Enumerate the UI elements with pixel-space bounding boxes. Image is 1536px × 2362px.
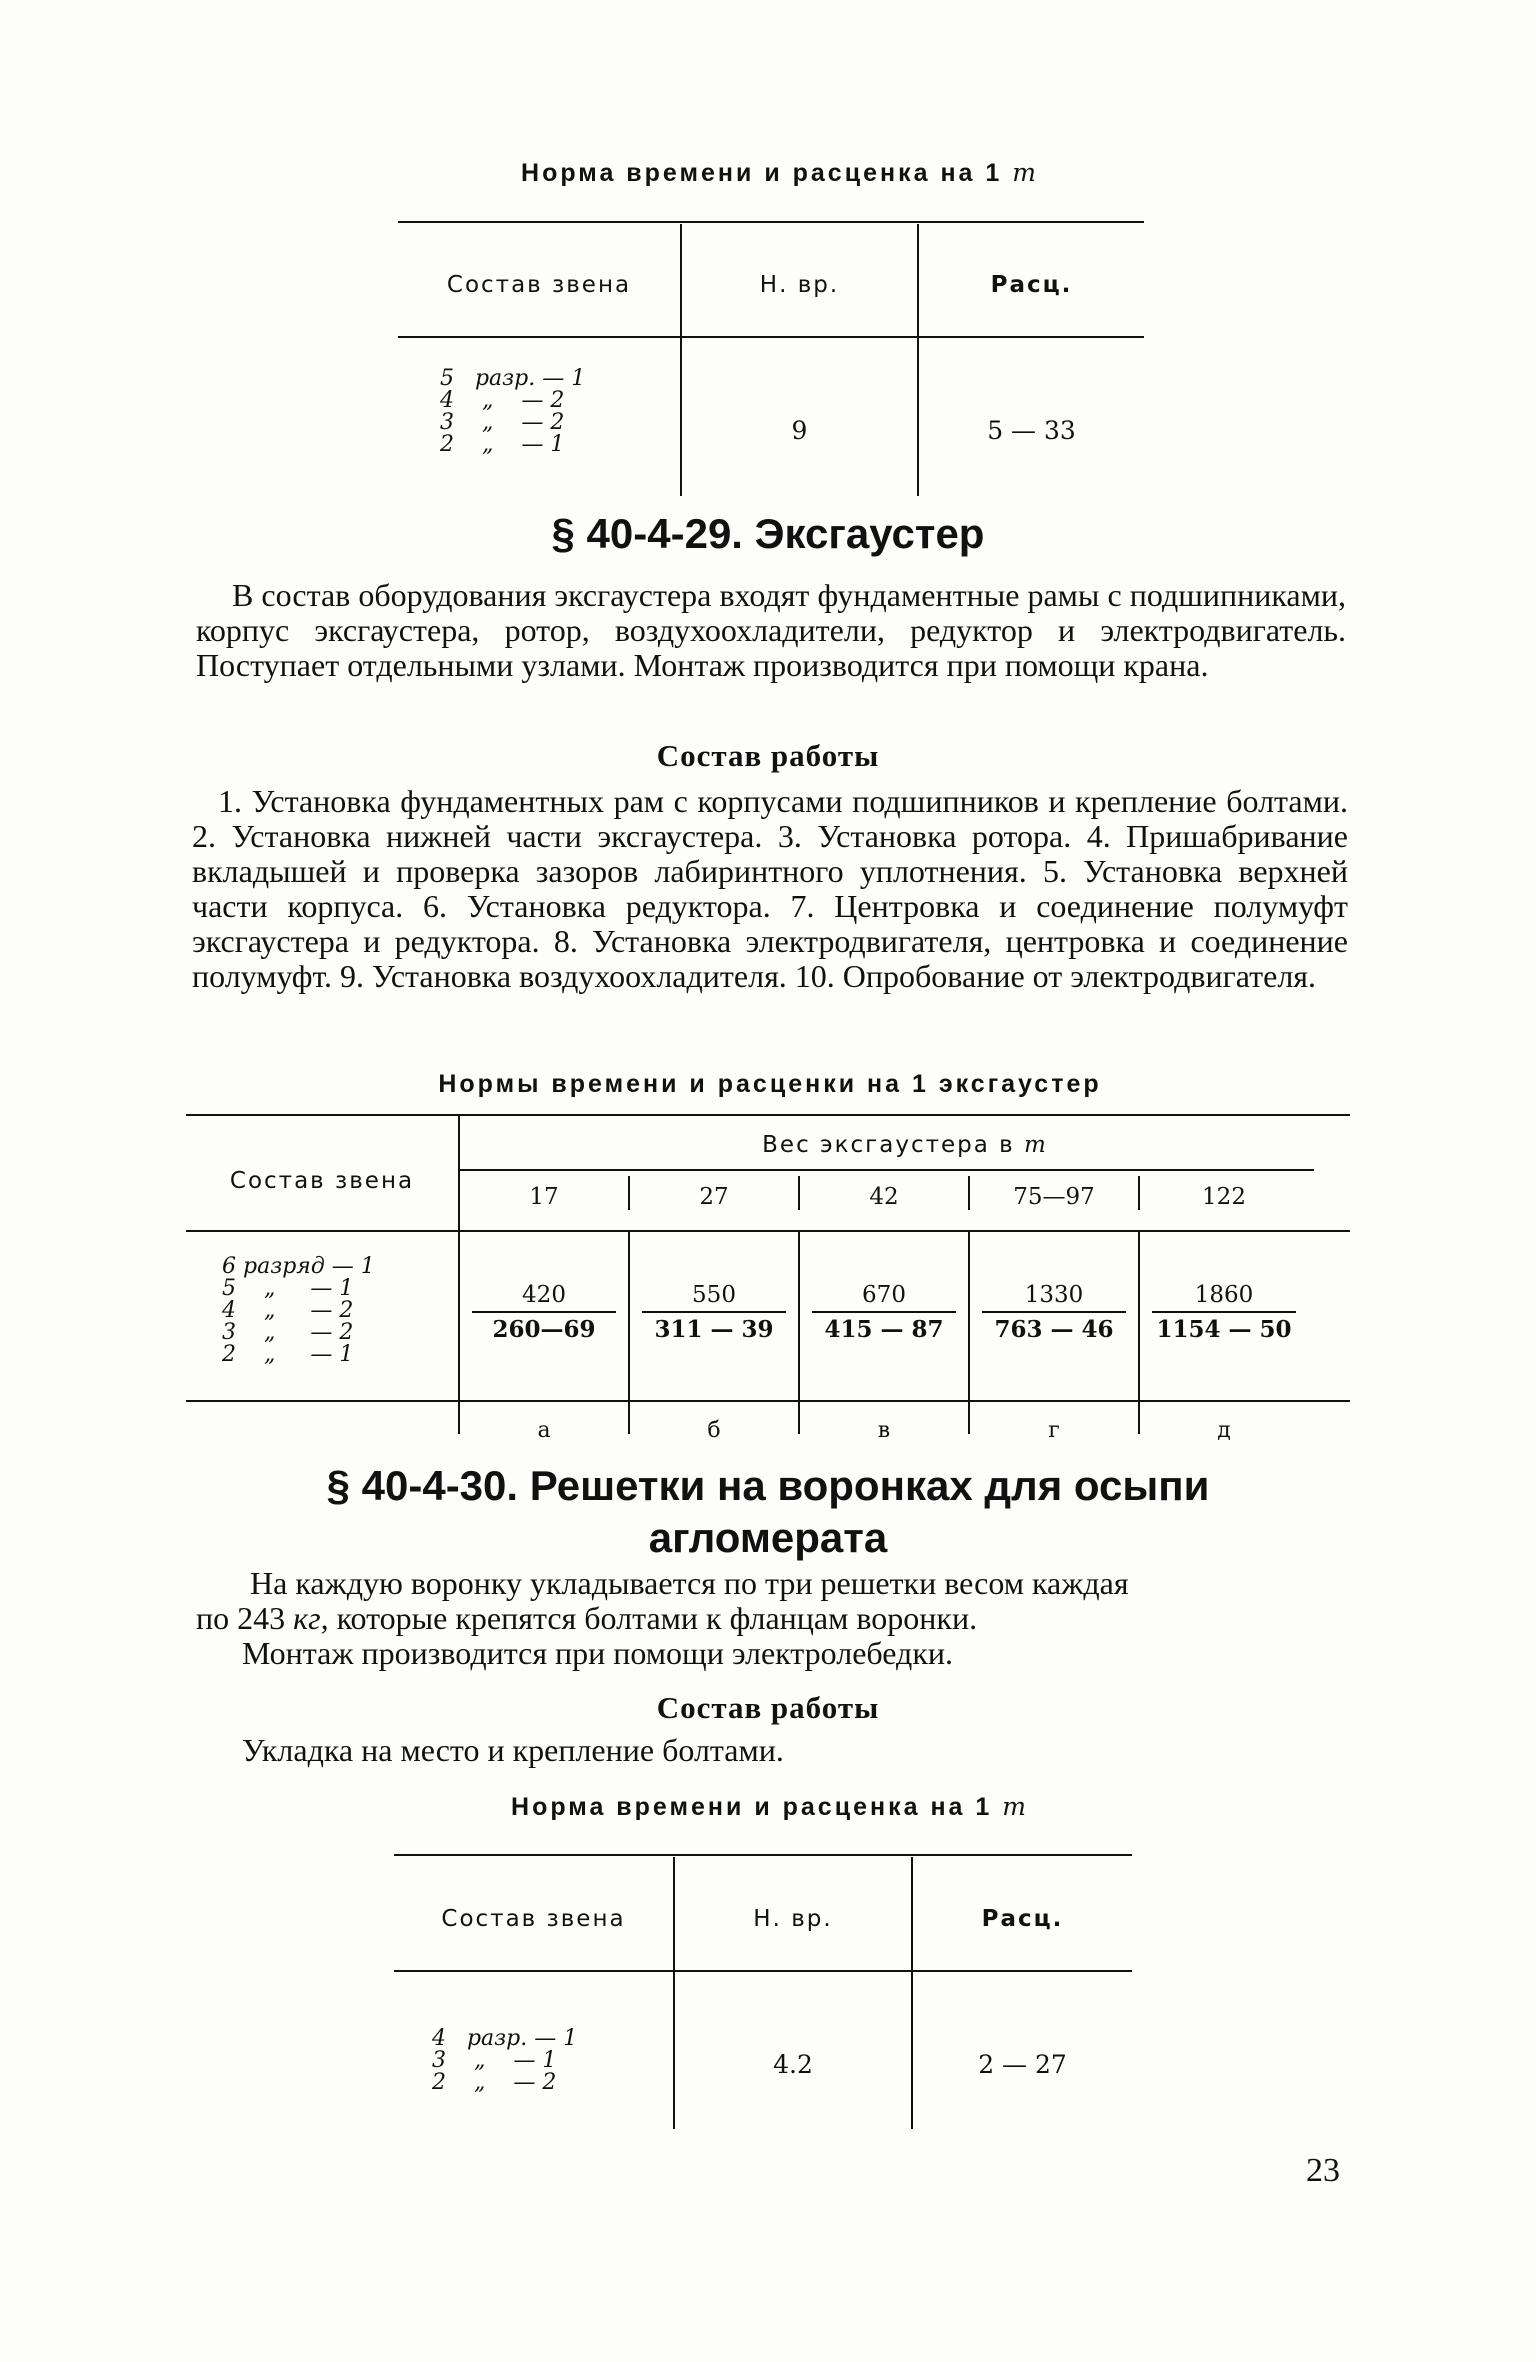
section2-work-heading: Состав работы xyxy=(656,1690,880,1725)
page-number: 23 xyxy=(1306,2152,1340,2189)
norm-value: 420 xyxy=(472,1282,616,1313)
intro-line-unit: кг, xyxy=(293,1600,329,1636)
table2-column-letter: д xyxy=(1217,1418,1231,1443)
table2-value-d xyxy=(1140,1282,1308,1343)
intro-line-post: которые крепятся болтами к фланцам воронки. xyxy=(336,1600,978,1636)
table1-caption xyxy=(380,158,1180,188)
table2-col-header: 27 xyxy=(699,1184,729,1210)
table2-header-crew: Состав звена xyxy=(229,1168,415,1194)
norm-value: 1330 xyxy=(982,1282,1126,1313)
table2-caption: Нормы времени и расценки на 1 эксгаустер xyxy=(438,1070,1102,1098)
crew-line: 4 „ — 2 xyxy=(440,388,565,413)
rate-value: 311 — 39 xyxy=(654,1316,774,1343)
table2-value-b xyxy=(630,1282,798,1343)
table1-header-rate: Расц. xyxy=(990,272,1073,298)
table2-header-rule xyxy=(186,1230,1350,1232)
section2-intro xyxy=(196,1566,1346,1671)
table3-header-rule xyxy=(394,1970,1132,1972)
crew-line: 2 „ — 1 xyxy=(440,432,565,457)
table1-rate-value: 5 — 33 xyxy=(987,416,1076,445)
table1-col-divider xyxy=(680,224,682,496)
table2-column-letter: б xyxy=(707,1418,721,1443)
table2-group-header xyxy=(460,1132,1350,1158)
table2-col-header: 17 xyxy=(529,1184,559,1210)
rate-value: 1154 — 50 xyxy=(1156,1316,1292,1343)
crew-line: 2 „ — 2 xyxy=(432,2070,557,2095)
table1-crew-list xyxy=(440,368,585,456)
table3-norm-value: 4.2 xyxy=(773,2050,813,2079)
table1-caption-text: Норма времени и расценка на 1 xyxy=(521,159,1003,187)
table2-value-v xyxy=(800,1282,968,1343)
table2-body-rule xyxy=(186,1400,1350,1402)
crew-line: 4 „ — 2 xyxy=(222,1298,354,1323)
norm-value: 1860 xyxy=(1152,1282,1296,1313)
table3-caption-text: Норма времени и расценка на 1 xyxy=(511,1793,993,1821)
table2-group-header-unit: т xyxy=(1024,1132,1048,1158)
crew-line: 6 разряд — 1 xyxy=(222,1254,375,1279)
section2-work-text: Укладка на место и крепление болтами. xyxy=(242,1732,784,1768)
rate-value: 763 — 46 xyxy=(994,1316,1114,1343)
table3-header-norm: Н. вр. xyxy=(753,1906,833,1932)
section2-title-line: § 40-4-30. Решетки на воронках для осыпи xyxy=(326,1462,1210,1509)
table2-group-rule xyxy=(460,1169,1314,1171)
table1-top-rule xyxy=(398,221,1144,223)
section1-work-heading: Состав работы xyxy=(656,738,880,773)
intro-line: На каждую воронку укладывается по три решетки весом каждая xyxy=(250,1565,1129,1601)
table3-header-crew: Состав звена xyxy=(441,1906,626,1932)
crew-line: 4 разр. — 1 xyxy=(432,2026,578,2051)
section2-title-line: агломерата xyxy=(648,1514,888,1561)
table2-col-header: 42 xyxy=(869,1184,899,1210)
table2-value-a xyxy=(460,1282,628,1343)
rate-value: 260—69 xyxy=(492,1316,596,1343)
table3-rate-value: 2 — 27 xyxy=(978,2050,1067,2079)
table3-header-rate: Расц. xyxy=(981,1906,1064,1932)
crew-line: 3 „ — 1 xyxy=(432,2048,557,2073)
section1-work-text: 1. Установка фундаментных рам с корпусами подшипников и крепление болтами. 2. Установка нижней части эксгаустера. 3. Установка ротора. 4. Пришабривание вкладышей и проверка зазоров лабиринтного уплотнения. 5. Установка верхней части корпуса. 6. Установка редуктора. 7. Центровка и соединение полумуфт эксгаустера и редуктора. 8. Установка электродвигателя, центровка и соединение полумуфт. 9. Установка воздухоохладителя. 10. Опробование от электродвигателя. xyxy=(192,783,1348,994)
section1-intro: В состав оборудования эксгаустера входят фундаментные рамы с подшипниками, корпус эксгаустера, ротор, воздухоохладители, редуктор и электродвигатель. Поступает отдельными узлами. Монтаж производится при помощи крана. xyxy=(196,577,1346,683)
intro-line: Монтаж производится при помощи электролебедки. xyxy=(242,1635,953,1671)
table1-header-crew: Состав звена xyxy=(446,272,632,298)
table2-column-letter: в xyxy=(877,1418,891,1443)
intro-line-pre: по 243 xyxy=(196,1600,286,1636)
norm-value: 550 xyxy=(642,1282,786,1313)
crew-line: 3 „ — 2 xyxy=(440,410,565,435)
table2-crew-divider xyxy=(458,1116,460,1434)
table1-col-divider xyxy=(917,224,919,496)
table1-header-rule xyxy=(398,336,1144,338)
table2-crew-list xyxy=(222,1256,375,1366)
table2-col-header: 122 xyxy=(1202,1184,1246,1210)
table3-col-divider xyxy=(911,1857,913,2129)
table3-caption xyxy=(370,1792,1170,1822)
table2-top-rule xyxy=(186,1114,1350,1116)
crew-line: 3 „ — 2 xyxy=(222,1320,354,1345)
table3-caption-unit: т xyxy=(1002,1792,1029,1821)
table3-top-rule xyxy=(394,1854,1132,1856)
rate-value: 415 — 87 xyxy=(824,1316,944,1343)
table2-column-letter: г xyxy=(1048,1418,1060,1443)
section1-title: § 40-4-29. Эксгаустер xyxy=(551,510,985,557)
crew-line: 5 разр. — 1 xyxy=(440,366,586,391)
intro-line xyxy=(196,1601,1346,1636)
crew-line: 2 „ — 1 xyxy=(222,1342,354,1367)
table3-col-divider xyxy=(673,1857,675,2129)
table2-col-header: 75—97 xyxy=(1013,1184,1095,1210)
table3-crew-list xyxy=(432,2028,577,2094)
table2-group-header-text: Вес эксгаустера в xyxy=(762,1132,1015,1158)
table2-column-letter: а xyxy=(537,1418,551,1443)
norm-value: 670 xyxy=(812,1282,956,1313)
table1-caption-unit: т xyxy=(1012,158,1039,187)
section2-title xyxy=(200,1460,1336,1564)
table1-header-norm: Н. вр. xyxy=(759,272,840,298)
table1-norm-value: 9 xyxy=(791,416,808,445)
crew-line: 5 „ — 1 xyxy=(222,1276,354,1301)
table2-value-g xyxy=(970,1282,1138,1343)
